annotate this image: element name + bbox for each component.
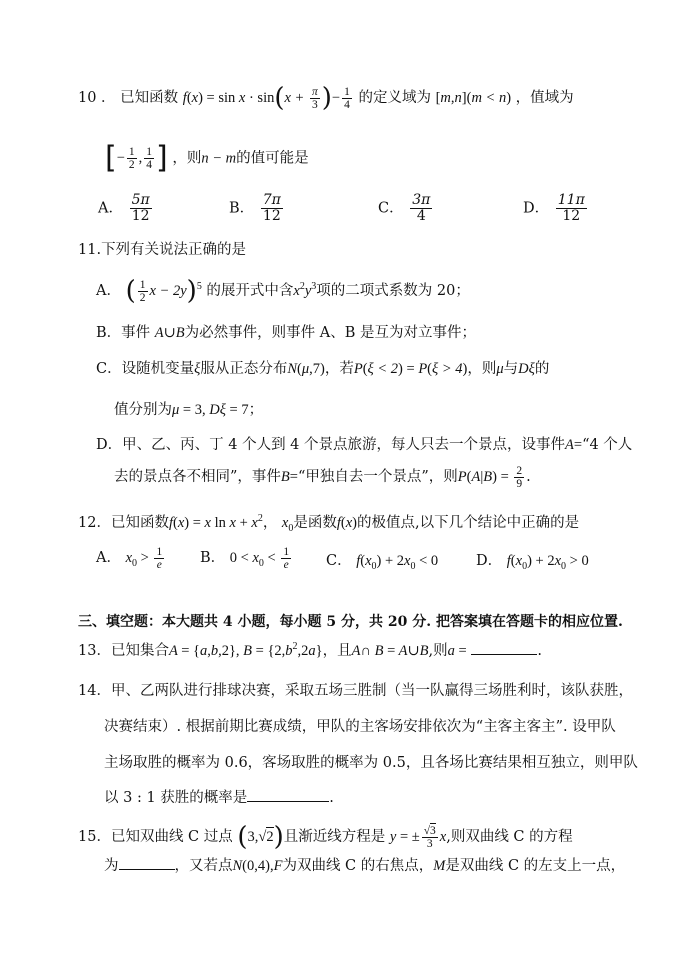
q11-b-union: A∪B [154, 325, 185, 341]
q14-line1 [78, 683, 633, 700]
q14-line2: 决赛结束）. 根据前期比赛成绩，甲队的主客场安排依次为“主客主客主”. 设甲队 [104, 719, 616, 735]
q13-stem [78, 641, 542, 660]
q11-d-line2a: 去的景点各不相同”，事件 [114, 469, 281, 486]
q13-number: 13． [78, 642, 111, 659]
q15-M: M [433, 858, 446, 874]
q11-a-text2: 项的二项式系数为 20； [316, 282, 470, 299]
q15-pointN: N(0,4),F [232, 858, 283, 874]
q15-number: 15． [78, 828, 111, 845]
q13-stem1: 已知集合 [110, 642, 169, 659]
q11-option-d-line2 [114, 465, 531, 491]
q14-line3: 主场取胜的概率为 0.6，客场取胜的概率为 0.5，且各场比赛结果相互独立，则甲队 [104, 755, 638, 771]
q10-mid2: ，值域为 [515, 89, 574, 106]
q11-stem-text: 下列有关说法正确的是 [101, 242, 247, 258]
q13-cond: A∩ B = A∪B [351, 642, 429, 659]
q14-number: 14． [78, 683, 111, 699]
q15-point: (3,√2) [237, 822, 284, 852]
q11-d-eventB: B= [280, 469, 298, 486]
q14-end: . [329, 790, 334, 806]
q14-line4 [104, 790, 334, 807]
q10-number: 10 ． [78, 89, 116, 106]
q12-stem [78, 513, 579, 535]
q10-mid: 的定义域为 [358, 89, 431, 106]
q11-number: 11. [78, 242, 102, 258]
q10-option-b-label: B． [229, 200, 255, 217]
q12-stem4: 的极值点,以下几个结论中正确的是 [357, 514, 580, 531]
q12-stem3: 是函数 [293, 514, 337, 531]
q10-option-d-den: 12 [562, 207, 581, 224]
q11-option-c-line2 [114, 402, 263, 419]
q12-option-c: C． $f(x_0) + 2x_0 < 0$ [326, 553, 439, 572]
q10-option-b-den: 12 [262, 207, 281, 224]
q10-function: f(x) = sin x · sin(x + $\frac{\pi}{3}$ )− $\frac{1}{4}$ [182, 83, 350, 113]
q12-option-a: A． $x_0$ > $\frac{1}{e}$ [96, 546, 163, 572]
q15-stem2: 且渐近线方程是 [283, 828, 386, 845]
q11-a-text: 的展开式中含 [206, 282, 294, 299]
q11-c-text5: 的 [534, 361, 550, 377]
q10-diff: n − m [201, 150, 237, 167]
q10-tail: ，则 [172, 150, 202, 167]
q10-domain: [m,n](m < n) [435, 89, 512, 106]
q11-option-b [96, 325, 476, 342]
q11-a-label: A． [96, 282, 121, 299]
q10-intro: 已知函数 [120, 89, 179, 106]
q11-c-prob: P(ξ < 2) = P(ξ > 4) [353, 361, 468, 377]
q12-c-label: C． [326, 553, 352, 569]
q12-b-label: B． [200, 550, 226, 567]
q10-line2 [105, 141, 309, 177]
q14-line4-text: 以 3 : 1 获胜的概率是 [104, 790, 248, 806]
q10-option-a [98, 193, 154, 224]
q10-line1 [78, 83, 574, 114]
q10-option-d-num: 11π [557, 192, 585, 208]
q12-stem2: ， [262, 514, 278, 531]
q12-stem1: 已知函数 [110, 514, 169, 531]
q11-c-text4: 与 [503, 361, 519, 377]
q11-d-cond: P(A|B) = $\frac{2}{9}$ [457, 465, 523, 491]
q10-option-d-label: D． [523, 200, 550, 217]
q13-answer-blank[interactable] [471, 653, 537, 655]
q11-c-line2-end: ； [248, 402, 264, 418]
q11-c-line2: 值分别为 [114, 402, 172, 418]
q10-option-c [378, 193, 434, 224]
q12-number: 12． [78, 514, 111, 531]
q11-option-c [96, 361, 549, 378]
q11-c-normal: N(μ,7) [287, 361, 325, 377]
q10-range: [− $\frac{1}{2}$ , $\frac{1}{4}$ ] [105, 141, 168, 176]
q10-option-c-den: 4 [416, 207, 426, 224]
q14-line1-text: 甲、乙两队进行排球决赛，采取五场三胜制（当一队赢得三场胜利时，该队获胜， [110, 683, 633, 699]
q15-line2b: ，又若点 [174, 858, 233, 874]
q10-tail2: 的值可能是 [236, 150, 309, 167]
q10-option-a-den: 12 [131, 207, 150, 224]
q11-d-text1: “4 个人 [582, 437, 633, 453]
q10-option-a-label: A． [98, 200, 123, 217]
q11-b-label: B．事件 [96, 325, 151, 341]
q11-stem [78, 242, 246, 259]
q11-option-a [96, 276, 470, 307]
q12-fx: f(x) [336, 514, 358, 531]
q10-option-b [229, 193, 285, 224]
q14-answer-blank[interactable] [247, 800, 329, 802]
q11-c-values: μ = 3, Dξ = 7 [172, 402, 249, 418]
q12-x0: $x_0$ [281, 514, 294, 534]
q10-option-d [523, 193, 589, 224]
q13-stem2: ，且 [322, 642, 352, 659]
q12-a-label: A． [96, 550, 121, 567]
q13-sets: A = {a,b,2}, $B = \{2,b^2,2a\}$ [168, 641, 323, 659]
q13-a: a = [447, 642, 467, 659]
q15-line2a: 为 [104, 858, 119, 874]
q12-function: f(x) = x $\ln x + x^2$ [168, 513, 263, 531]
q11-d-line2c: . [526, 469, 531, 486]
q13-end: . [537, 642, 542, 659]
q15-line2 [104, 858, 625, 875]
q10-option-a-num: 5π [131, 192, 150, 208]
q15-asymptote: y = ± $\frac{√3}{3}$ x [389, 824, 447, 850]
q11-d-line2b: “甲独自去一个景点”，则 [297, 469, 458, 486]
q11-a-expr: ( $\frac{1}{2}$ x − 2y)$^5$ [125, 276, 202, 306]
q12-option-b: B． $0 < x_0$ < $\frac{1}{e}$ [200, 546, 290, 572]
q15-stem3: ,则双曲线 C 的方程 [446, 828, 573, 845]
q11-c-text3: ，则 [467, 361, 497, 377]
q11-d-label: D．甲、乙、丙、丁 4 个人到 4 个景点旅游，每人只去一个景点，设事件 [96, 437, 566, 453]
q15-stem1: 已知双曲线 C 过点 [110, 828, 233, 845]
q11-c-xi: ξ [194, 361, 201, 377]
q10-option-c-num: 3π [412, 192, 431, 208]
q11-c-label: C．设随机变量 [96, 361, 195, 377]
q12-d-label: D． [476, 553, 503, 569]
q10-option-c-label: C． [378, 200, 404, 217]
section-heading: 三、填空题：本大题共 4 小题，每小题 5 分，共 20 分. 把答案填在答题卡的相应位置. [78, 614, 623, 630]
q15-line1 [78, 822, 573, 853]
q11-option-d [96, 437, 632, 454]
q11-b-text: 为必然事件，则事件 A、B 是互为对立事件； [184, 325, 476, 341]
q11-c-dxi: Dξ [518, 361, 535, 377]
q11-c-text1: 服从正态分布 [200, 361, 288, 377]
q15-line2d: 是双曲线 C 的左支上一点， [445, 858, 626, 874]
q12-option-d: D． $f(x_0) + 2x_0 > 0$ [476, 553, 589, 572]
q10-option-b-num: 7π [262, 192, 281, 208]
q15-answer-blank[interactable] [119, 868, 175, 870]
q11-d-eventA: A= [565, 437, 583, 453]
q11-c-mu: μ [496, 361, 504, 377]
q11-c-text2: ，若 [324, 361, 354, 377]
q15-line2c: 为双曲线 C 的右焦点， [282, 858, 434, 874]
q13-stem3: ,则 [428, 642, 448, 659]
q11-a-term: $x^2y^3$ [293, 281, 317, 299]
